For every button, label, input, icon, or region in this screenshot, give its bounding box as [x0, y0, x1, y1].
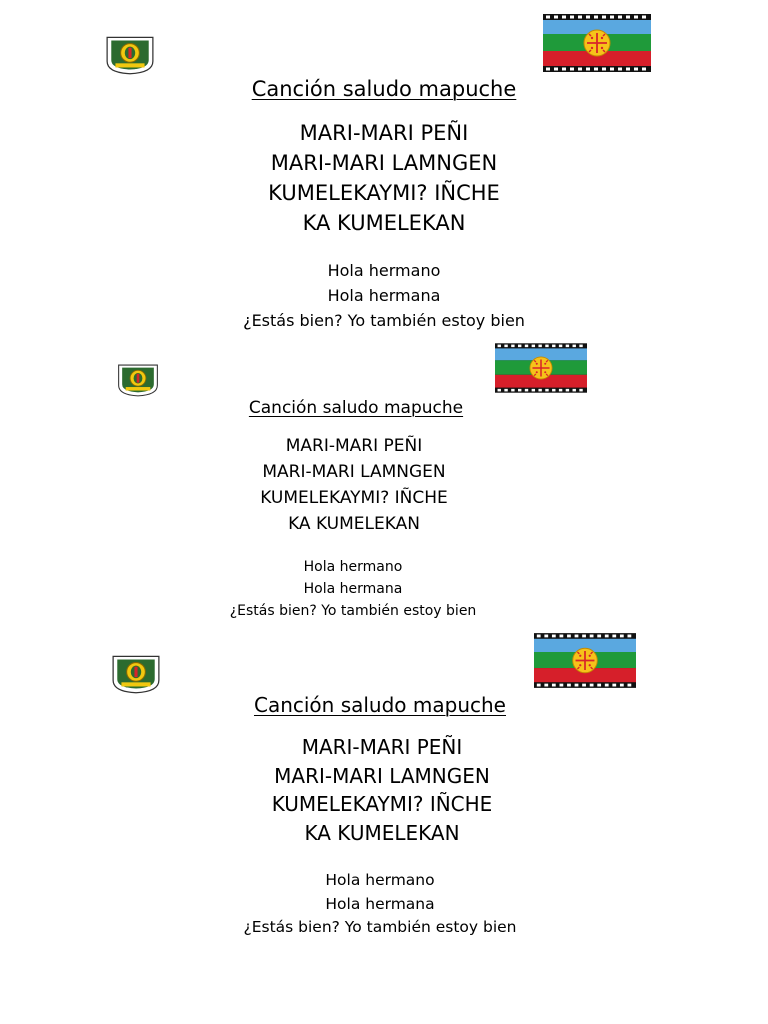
- lyric-line: KUMELEKAYMI? IÑCHE: [271, 792, 493, 816]
- school-crest-icon: [110, 653, 162, 695]
- lyric-line: KUMELEKAYMI? IÑCHE: [260, 488, 448, 508]
- lyric-line: MARI-MARI PEÑI: [299, 121, 469, 145]
- mapuche-flag-icon: [534, 633, 636, 688]
- translation-line: Hola hermana: [303, 581, 403, 597]
- lyric-line: KA KUMELEKAN: [288, 514, 420, 534]
- song-title: Canción saludo mapuche: [248, 398, 464, 418]
- translation-line: ¿Estás bien? Yo también estoy bien: [229, 603, 477, 619]
- lyric-line: MARI-MARI PEÑI: [285, 436, 423, 456]
- lyric-line: KUMELEKAYMI? IÑCHE: [268, 181, 500, 205]
- spanish-translation: [0, 869, 764, 940]
- mapudungun-lyrics: [0, 733, 766, 847]
- translation-line: Hola hermano: [327, 261, 441, 280]
- translation-line: ¿Estás bien? Yo también estoy bien: [243, 918, 517, 936]
- lyric-line: MARI-MARI LAMNGEN: [274, 763, 490, 788]
- lyric-line: MARI-MARI PEÑI: [301, 735, 463, 759]
- translation-line: Hola hermano: [325, 871, 435, 889]
- lyric-line: KA KUMELEKAN: [304, 820, 460, 845]
- lyric-line: MARI-MARI LAMNGEN: [270, 151, 498, 175]
- kultrun-emblem-icon: [573, 648, 598, 673]
- translation-line: Hola hermana: [327, 286, 441, 305]
- translation-line: Hola hermana: [325, 894, 435, 913]
- song-title: Canción saludo mapuche: [253, 693, 506, 717]
- lyric-line: KA KUMELEKAN: [302, 211, 466, 235]
- lyric-line: MARI-MARI LAMNGEN: [262, 462, 446, 482]
- translation-line: ¿Estás bien? Yo también estoy bien: [243, 311, 525, 330]
- translation-line: Hola hermano: [303, 559, 403, 575]
- song-title: Canción saludo mapuche: [251, 77, 517, 101]
